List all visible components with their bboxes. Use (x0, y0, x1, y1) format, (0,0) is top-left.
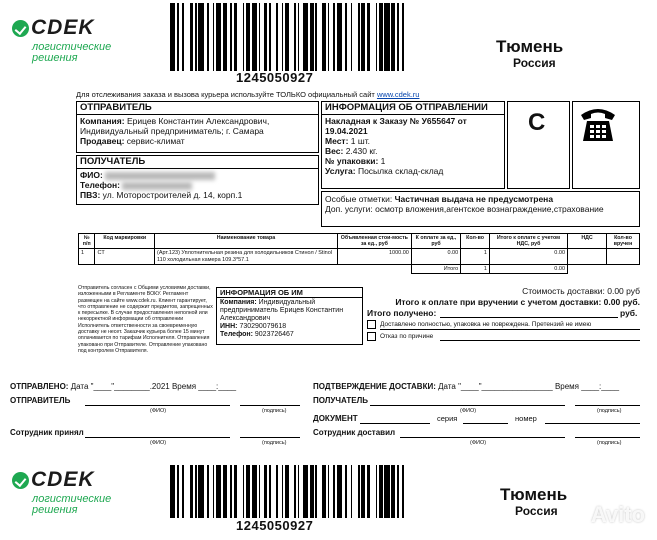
cdek-logo (12, 16, 111, 64)
table-row (79, 249, 640, 265)
destination-country-bottom: Россия (515, 504, 558, 518)
delivery-cost (380, 286, 640, 296)
destination-city: Тюмень (496, 37, 564, 56)
seller-label: Продавец: (80, 136, 125, 146)
cdek-logo-bottom (12, 468, 111, 516)
series-line[interactable] (463, 423, 508, 424)
im-title: ИНФОРМАЦИЯ ОБ ИМ (217, 288, 362, 298)
delivered-fio-caption: (ФИО) (470, 440, 487, 446)
received-unit: руб. (620, 308, 638, 318)
special-label: Особые отметки: (325, 194, 393, 204)
places-label: Мест: (325, 136, 349, 146)
special-value: Частичная выдача не предусмотрена (394, 194, 554, 204)
packages: 1 (380, 156, 386, 166)
clerk-sign-caption: (подпись) (262, 440, 287, 446)
logo-sub-1-bottom: логистические (32, 493, 112, 505)
cell: 0.00 (489, 249, 567, 265)
delivered-line (380, 329, 640, 330)
shipment-title: ИНФОРМАЦИЯ ОБ ОТПРАВЛЕНИИ (322, 102, 504, 115)
recipient-sign-label: ПОЛУЧАТЕЛЬ (313, 396, 368, 405)
sender-company-label: Компания: (80, 116, 125, 126)
service-label: Услуга: (325, 166, 356, 176)
im-inn: 730290079618 (239, 323, 287, 330)
weight-label: Вес: (325, 146, 344, 156)
barcode-bottom (170, 465, 410, 518)
sent-label (10, 382, 236, 391)
delivery-cost-value: 0.00 руб (607, 286, 640, 296)
goods-table (78, 233, 640, 274)
th-qty: Кол-во (461, 234, 490, 249)
barcode-bar (404, 3, 409, 71)
delivered-sign-line[interactable] (575, 437, 640, 438)
seller: сервис-климат (126, 136, 185, 146)
logo-brand-bottom: CDEK (31, 468, 95, 491)
delivered-sign-caption: (подпись) (597, 440, 622, 446)
recipient-phone-label: Телефон: (80, 180, 120, 190)
cell: 1 (79, 249, 95, 265)
clerk-fio-caption: (ФИО) (150, 440, 167, 446)
logo-brand: CDEK (31, 16, 95, 39)
logo-sub-1: логистические (32, 41, 112, 53)
recipient-phone-redacted (122, 182, 192, 190)
logo-sub-2: решения (32, 52, 78, 64)
recipient-sign-caption: (подпись) (597, 408, 622, 414)
th-vat: НДС (568, 234, 607, 249)
tracking-link[interactable]: www.cdek.ru (376, 90, 420, 99)
refusal-text: Отказ по причине (380, 333, 434, 340)
packages-label: № упаковки: (325, 156, 379, 166)
destination-city-bottom: Тюмень (500, 485, 568, 504)
recipient-box (76, 155, 319, 205)
confirm-date: Дата "____"________________ Время ____:____ (438, 382, 620, 391)
th-total: Итого к оплате с учетом НДС, руб (489, 234, 567, 249)
special-extra: Доп. услуги: осмотр вложения,агентское вознаграждение,страхование (325, 204, 604, 214)
pay-total (370, 297, 640, 307)
pay-total-value: 0.00 руб. (603, 297, 640, 307)
document-line[interactable] (360, 423, 430, 424)
recipient-sign-line[interactable] (575, 405, 640, 406)
avito-watermark: Avito (590, 502, 645, 527)
pay-total-label: Итого к оплате при вручении с учетом доставки: (395, 297, 602, 307)
weight: 2.430 кг. (345, 146, 378, 156)
barcode-number: 1245050927 (236, 70, 314, 85)
sent-date: Дата "____"________.2021 Время ____:____ (70, 382, 237, 391)
sender-company: Ерицев Константин Александрович, Индивидуальный предприниматель; г. Самара (80, 116, 270, 136)
sender-title: ОТПРАВИТЕЛЬ (77, 102, 318, 115)
confirm-label-text: ПОДТВЕРЖДЕНИЕ ДОСТАВКИ: (313, 382, 436, 391)
total-sum: 0.00 (489, 265, 567, 274)
clerk-sign-line[interactable] (240, 437, 300, 438)
pvz-address: ул. Моторостроителей д. 14, корп.1 (102, 190, 243, 200)
delivered-fio-line[interactable] (400, 437, 565, 438)
th-delivered: Кол-во вручен (607, 234, 640, 249)
cell: 1000.00 (337, 249, 411, 265)
tracking-text: Для отслеживания заказа и вызова курьера используйте ТОЛЬКО официальный сайт (76, 90, 377, 99)
mode-letter: C (528, 109, 546, 136)
delivery-cost-label: Стоимость доставки: (522, 286, 605, 296)
delivered-text: Доставлено полностью, упаковка не повреждена. Претензий не имею (380, 321, 592, 328)
cdek-check-icon (12, 472, 29, 489)
destination-country: Россия (513, 56, 556, 70)
total-label: Итого (411, 265, 460, 274)
th-declared: Объявленная стои-мость за ед., руб (337, 234, 411, 249)
series-label: серия (437, 414, 458, 423)
clerk-fio-line[interactable] (85, 437, 230, 438)
sender-sign-caption: (подпись) (262, 408, 287, 414)
phone-box (572, 101, 640, 189)
consent-text: Отправитель согласен с Общими условиями доставки, изложенными в Регламенте ВОКУ. Регламент размещен на сайте www.cdek.ru. Клиент гарантирует, что отправление не содержит предметов, запрещенных к пересылке. В случае предоставления неполной или некорректной информации об отправлении Исполнитель ответственности за своевременную доставку не несет. Заказчик курьера более 15 минут оплачивается по тарифам Исполнителя. Отправления упаковано при Отправителе. Отправление упаковано под контролем Отправителя. (78, 285, 213, 354)
cell: 1 (461, 249, 490, 265)
received-line[interactable] (440, 317, 618, 318)
th-code: Код маркировки (95, 234, 155, 249)
barcode-number-bottom: 1245050927 (236, 518, 314, 533)
number-label: номер (515, 414, 537, 423)
im-phone-label: Телефон: (220, 331, 253, 338)
cell: 0.00 (411, 249, 460, 265)
confirm-label (313, 382, 619, 391)
recipient-fio-caption: (ФИО) (460, 408, 477, 414)
clerk-delivered-label: Сотрудник доставил (313, 428, 396, 437)
refusal-line[interactable] (440, 340, 640, 341)
recipient-fio-line[interactable] (370, 405, 565, 406)
clerk-received-label: Сотрудник принял (10, 428, 84, 437)
sender-sign-label: ОТПРАВИТЕЛЬ (10, 396, 71, 405)
delivered-checkbox[interactable] (367, 320, 376, 329)
service: Посылка склад-склад (357, 166, 444, 176)
table-total-row (79, 265, 640, 274)
recipient-title: ПОЛУЧАТЕЛЬ (77, 156, 318, 169)
th-num: № п/п (79, 234, 95, 249)
im-phone: 9023726467 (254, 331, 294, 338)
sender-fio-caption: (ФИО) (150, 408, 167, 414)
invoice: Накладная к Заказу № У655647 от 19.04.2021 (325, 116, 467, 136)
recipient-fio-redacted (105, 172, 215, 180)
im-inn-label: ИНН: (220, 323, 238, 330)
number-line[interactable] (545, 423, 640, 424)
document-label: ДОКУМЕНТ (313, 414, 358, 423)
cell: CT (95, 249, 155, 265)
sent-label-text: ОТПРАВЛЕНО: (10, 382, 69, 391)
shipment-box (321, 101, 505, 189)
tracking-notice (76, 91, 419, 99)
cell (568, 249, 607, 265)
places: 1 шт. (350, 136, 371, 146)
pvz-label: ПВЗ: (80, 190, 101, 200)
received-label: Итого получено: (367, 308, 437, 318)
cell (607, 249, 640, 265)
im-box (216, 287, 363, 345)
cdek-check-icon (12, 20, 29, 37)
barcode-bar (404, 465, 409, 518)
recipient-fio-label: ФИО: (80, 170, 103, 180)
special-box (321, 191, 640, 227)
total-qty: 1 (461, 265, 490, 274)
sender-fio-line[interactable] (85, 405, 230, 406)
sender-box (76, 101, 319, 153)
logo-sub-2-bottom: решения (32, 504, 78, 516)
th-name: Наименование товара (155, 234, 338, 249)
telephone-icon (578, 105, 618, 145)
th-pay-unit: К оплате за ед., руб (411, 234, 460, 249)
im-company: Индивидуальный предприниматель Ерицев Константин Александрович (220, 299, 344, 322)
im-company-label: Компания: (220, 299, 257, 306)
mode-box (507, 101, 570, 189)
refusal-checkbox[interactable] (367, 332, 376, 341)
cell: (Арт.123) Уплотнительная резина для холодильников Стинол / Stinol 110 холодильная камера 109.3*57.1 (155, 249, 338, 265)
sender-sign-line[interactable] (240, 405, 300, 406)
barcode (170, 3, 410, 71)
